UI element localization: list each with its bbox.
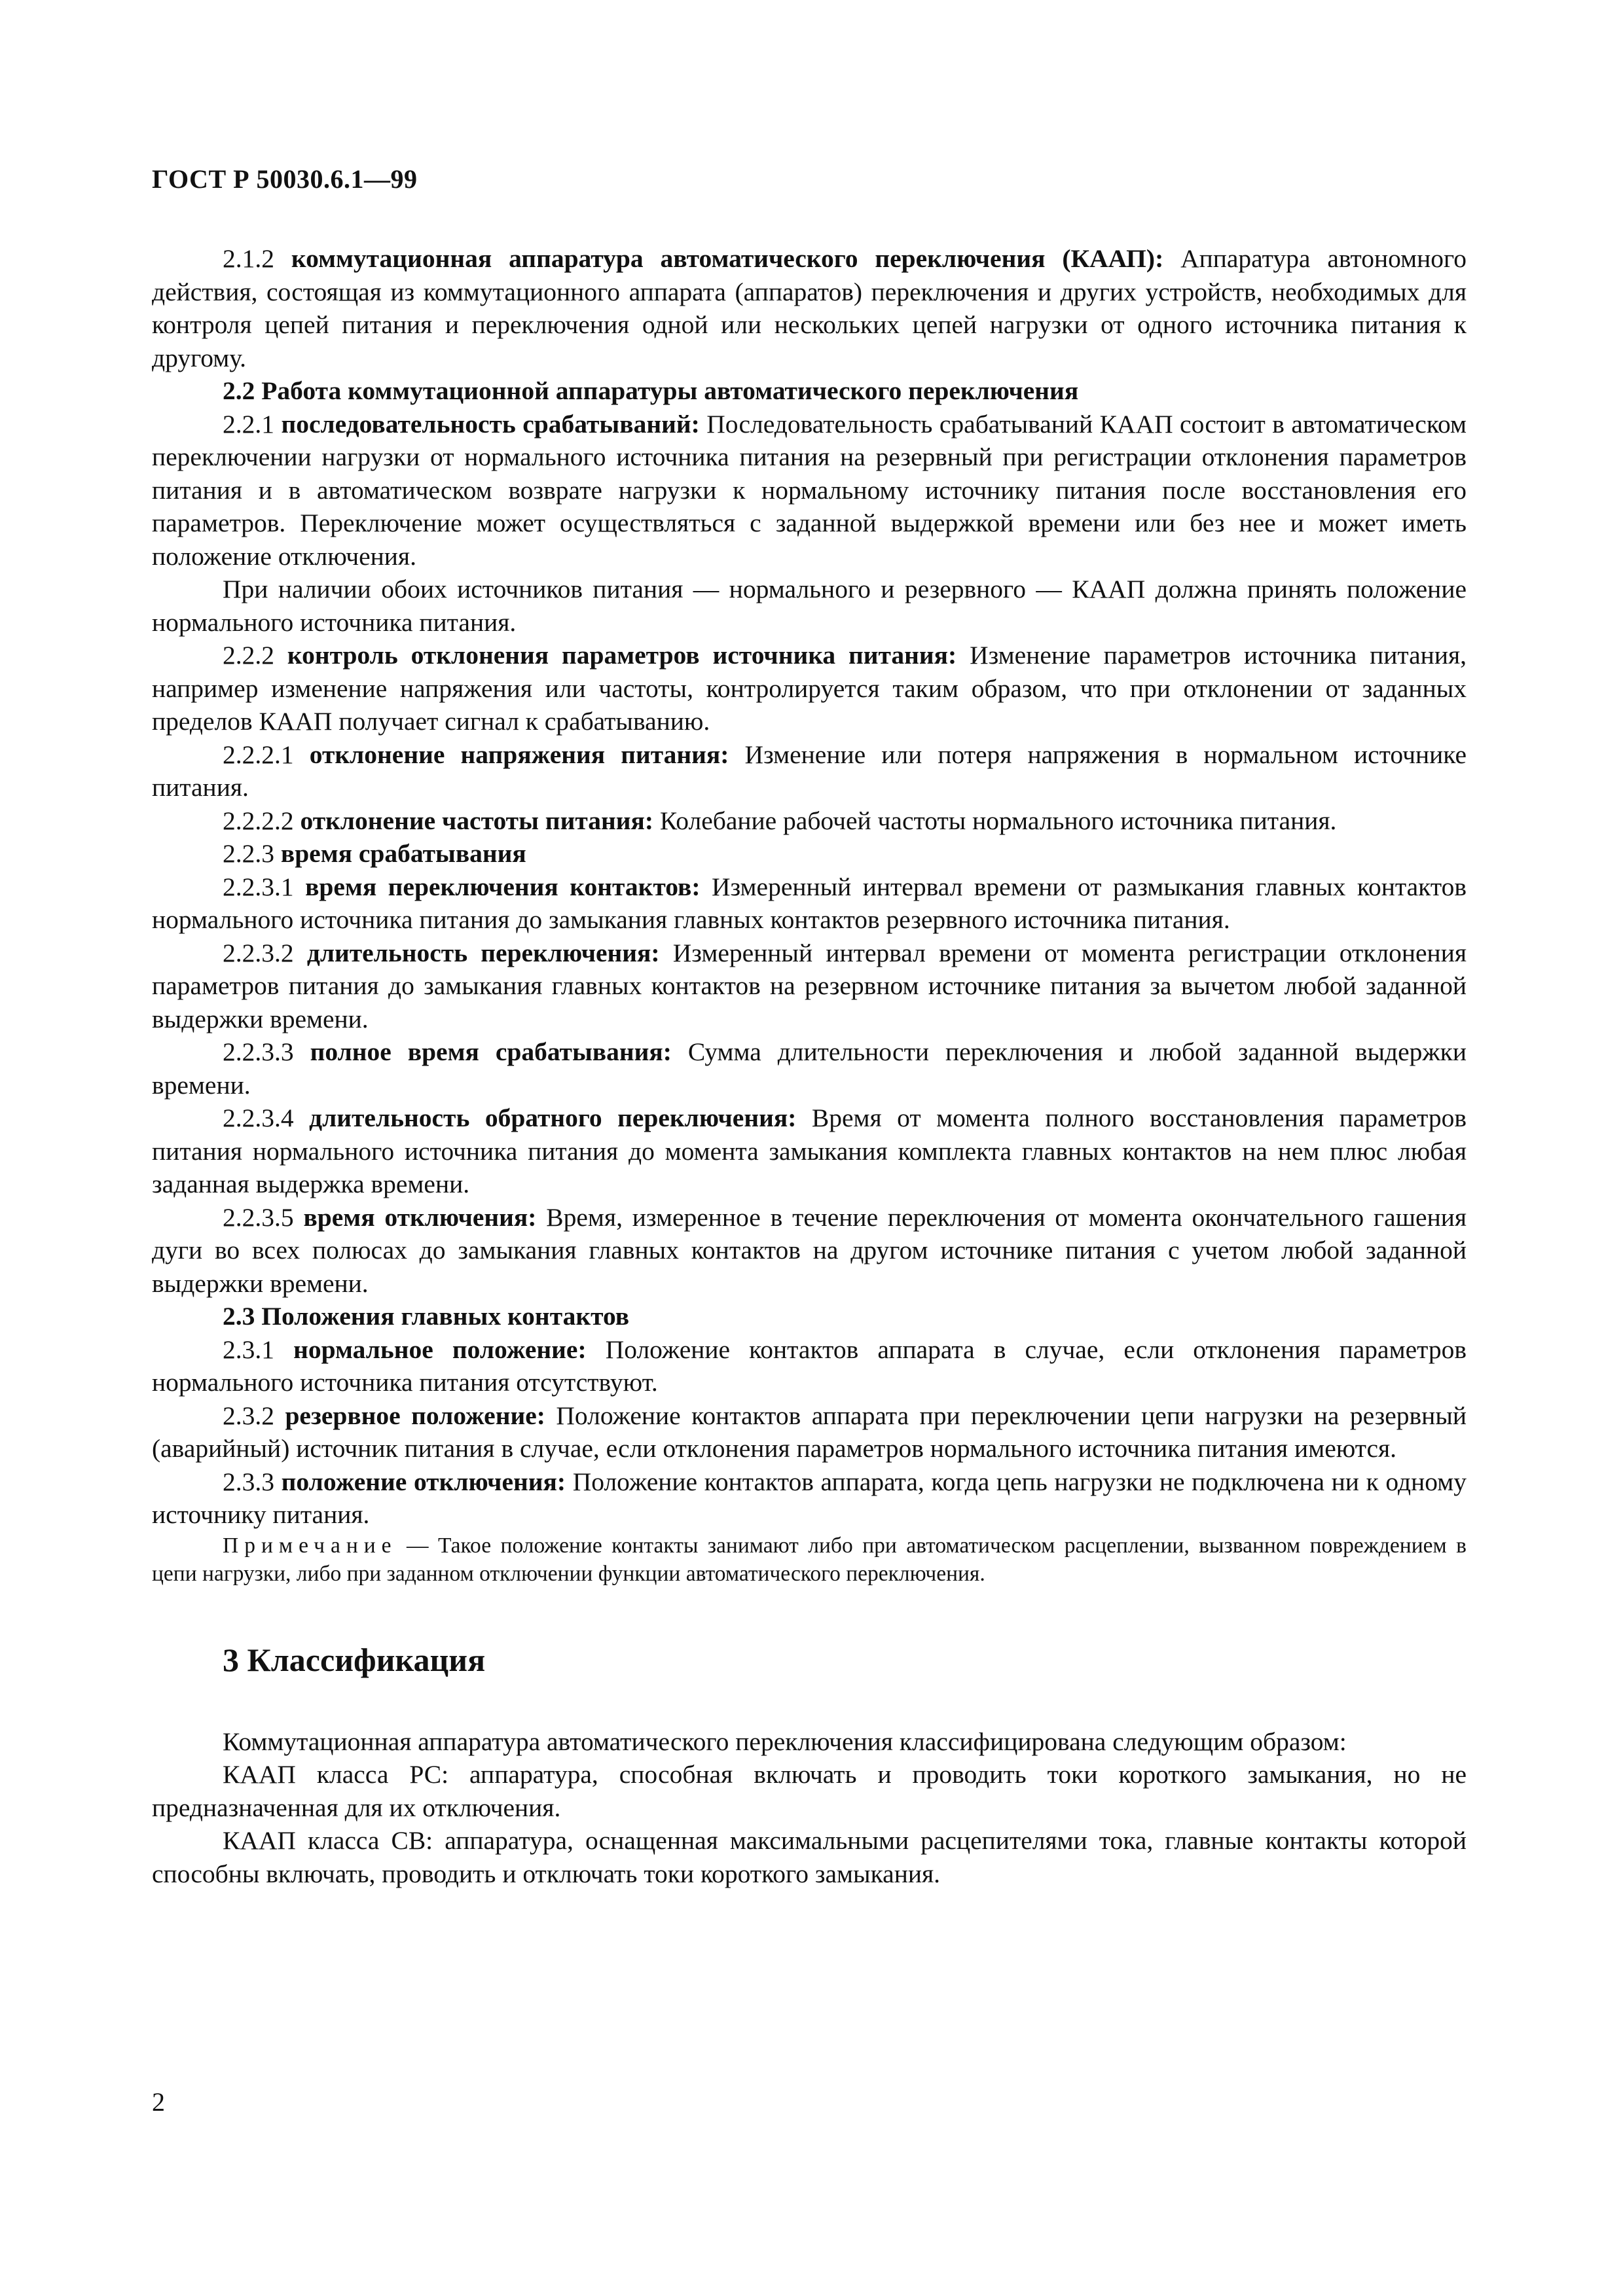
clause-number: 2.2.3 <box>223 839 281 868</box>
clause-paragraph <box>152 573 1467 639</box>
clause-number: 2.2.1 <box>223 409 282 439</box>
clause-number: 2.2.3.3 <box>223 1037 310 1066</box>
clause-text: Время, измеренное в течение переключения от момента окончательного гашения дуги во всех полюсах до замыкания главных контактов на другом источнике питания с учетом любой заданной выдержки времени. <box>152 1202 1467 1298</box>
subsection-heading-text: 2.2 Работа коммутационной аппаратуры автоматического переключения <box>223 376 1079 405</box>
clause-term: последовательность срабатываний: <box>281 409 700 439</box>
clause-paragraph <box>152 1399 1467 1465</box>
clause-number: 2.2.3.2 <box>223 938 307 967</box>
clause-text: Положение контактов аппарата в случае, если отклонения параметров нормального источника питания отсутствуют. <box>152 1335 1467 1397</box>
clause-number: 2.3.3 <box>223 1467 282 1496</box>
subsection-heading-text: 2.3 Положения главных контактов <box>223 1302 630 1331</box>
clause-term: время переключения контактов: <box>305 872 701 901</box>
clause-text: Аппаратура автономного действия, состоящая из коммутационного аппарата (аппаратов) переключения и других устройств, необходимых для контроля цепей питания и переключения одной или нескольких цепей нагрузки от одного источника питания к другому. <box>152 244 1467 372</box>
clause-text: Время от момента полного восстановления параметров питания нормального источника питания до момента замыкания комплекта главных контактов на нем плюс любая заданная выдержка времени. <box>152 1103 1467 1198</box>
clause-paragraph <box>152 804 1467 838</box>
clause-term: время отключения: <box>303 1202 537 1232</box>
subsection-heading <box>152 1300 1467 1333</box>
clause-number: 2.2.2.1 <box>223 740 310 769</box>
clause-paragraph <box>152 242 1467 374</box>
clause-text: При наличии обоих источников питания — нормального и резервного — КААП должна принять положение нормального источника питания. <box>152 575 1467 637</box>
clause-paragraph <box>152 937 1467 1036</box>
clause-number: 2.2.2.2 <box>223 806 301 835</box>
clause-paragraph <box>152 408 1467 573</box>
clause-number: 2.3.2 <box>223 1401 285 1430</box>
clause-text: Положение контактов аппарата, когда цепь нагрузки не подключена ни к одному источнику питания. <box>152 1467 1467 1529</box>
clause-text: Изменение или потеря напряжения в нормальном источнике питания. <box>152 740 1467 802</box>
clause-term: отклонение частоты питания: <box>300 806 653 835</box>
clause-term: время срабатывания <box>280 839 526 868</box>
clause-term: отклонение напряжения питания: <box>309 740 729 769</box>
clause-number: 2.3.1 <box>223 1335 294 1364</box>
clause-term: длительность обратного переключения: <box>309 1103 797 1132</box>
clause-term: нормальное положение: <box>293 1335 587 1364</box>
clause-term: положение отключения: <box>281 1467 566 1496</box>
clause-text: Последовательность срабатываний КААП состоит в автоматическом переключении нагрузки от нормального источника питания на резервный при регистрации отклонения параметров питания и в автоматическом возврате нагрузки к нормальному источнику питания после восстановления его параметров. Переключение может осуществляться с заданной выдержкой времени или без нее и может иметь положение отключения. <box>152 409 1467 571</box>
clause-number: 2.2.3.1 <box>223 872 306 901</box>
clause-paragraph <box>152 870 1467 937</box>
section-paragraph: КААП класса СВ: аппаратура, оснащенная максимальными расцепителями тока, главные контакты которой способны включать, проводить и отключать токи короткого замыкания. <box>152 1826 1467 1888</box>
clause-term: коммутационная аппаратура автоматического переключения (КААП): <box>291 244 1164 273</box>
clause-paragraph <box>152 738 1467 804</box>
subsection-heading <box>152 374 1467 408</box>
clause-text: Измеренный интервал времени от размыкания главных контактов нормального источника питания до замыкания главных контактов резервного источника питания. <box>152 872 1467 934</box>
clause-number: 2.1.2 <box>223 244 291 273</box>
clause-text: Сумма длительности переключения и любой заданной выдержки времени. <box>152 1037 1467 1100</box>
clause-paragraph <box>152 1465 1467 1532</box>
clause-list <box>152 242 1467 1532</box>
clause-paragraph <box>152 1201 1467 1300</box>
clause-paragraph <box>152 837 1467 870</box>
note-text: — Такое положение контакты занимают либо при автоматическом расцеплении, вызванном повреждением в цепи нагрузки, либо при заданном отключении функции автоматического переключения. <box>152 1533 1467 1586</box>
document-header: ГОСТ Р 50030.6.1—99 <box>152 164 418 194</box>
section-title: 3 Классификация <box>223 1641 486 1678</box>
clause-term: контроль отклонения параметров источника питания: <box>287 641 957 670</box>
clause-text: Колебание рабочей частоты нормального источника питания. <box>653 806 1337 835</box>
clause-paragraph <box>152 1035 1467 1102</box>
page-number: 2 <box>152 2087 165 2117</box>
note-label: Примечание <box>223 1533 397 1558</box>
clause-paragraph <box>152 1333 1467 1399</box>
clause-number: 2.2.3.4 <box>223 1103 310 1132</box>
document-body <box>152 242 1467 1890</box>
clause-text: Положение контактов аппарата при переключении цепи нагрузки на резервный (аварийный) источник питания в случае, если отклонения параметров нормального источника питания имеются. <box>152 1401 1467 1463</box>
clause-paragraph <box>152 1102 1467 1201</box>
section-paragraph: Коммутационная аппаратура автоматического переключения классифицирована следующим образом: <box>223 1727 1347 1756</box>
clause-text: Изменение параметров источника питания, например изменение напряжения или частоты, контролируется таким образом, что при отклонении от заданных пределов КААП получает сигнал к срабатыванию. <box>152 641 1467 736</box>
section-paragraph: КААП класса РС: аппаратура, способная включать и проводить токи короткого замыкания, но не предназначенная для их отключения. <box>152 1760 1467 1822</box>
clause-paragraph <box>152 639 1467 738</box>
note <box>152 1532 1467 1588</box>
clause-number: 2.2.2 <box>223 641 287 670</box>
clause-term: полное время срабатывания: <box>310 1037 672 1066</box>
clause-number: 2.2.3.5 <box>223 1202 304 1232</box>
clause-term: резервное положение: <box>285 1401 545 1430</box>
clause-text: Измеренный интервал времени от момента регистрации отклонения параметров питания до замыкания главных контактов на резервном источнике питания за вычетом любой заданной выдержки времени. <box>152 938 1467 1033</box>
clause-term: длительность переключения: <box>306 938 660 967</box>
